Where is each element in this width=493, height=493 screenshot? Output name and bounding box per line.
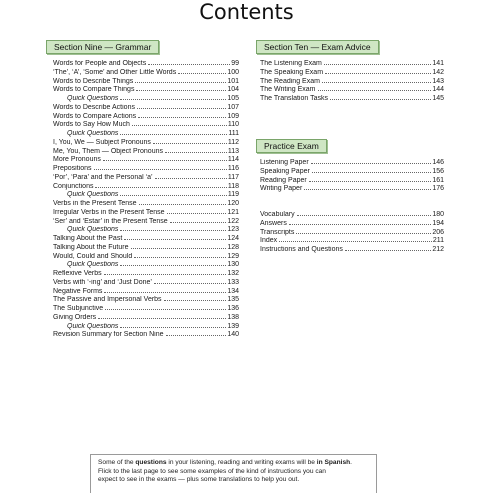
dot-leader: [104, 292, 226, 293]
toc-entry: [260, 60, 444, 69]
toc-entry-page: 134: [227, 287, 239, 295]
toc-entry-title: Verbs with ‘-ing’ and ‘Just Done’: [53, 278, 152, 286]
toc-entry: [260, 229, 444, 238]
dot-leader: [166, 335, 227, 336]
dot-leader: [136, 90, 226, 91]
toc-entry: [260, 78, 444, 87]
toc-entry-title: Reflexive Verbs: [53, 270, 102, 277]
toc-entry-page: 145: [432, 95, 444, 102]
toc-entry-page: 138: [227, 313, 239, 321]
toc-entry: [260, 168, 444, 177]
dot-leader: [120, 134, 227, 135]
toc-entry: [53, 305, 239, 314]
toc-entry-page: 105: [227, 95, 239, 102]
toc-entry: [53, 200, 239, 209]
toc-entry-quick-questions: [53, 261, 239, 270]
toc-entry-page: 139: [227, 322, 239, 330]
note-text: .: [350, 459, 352, 466]
toc-entry: [53, 174, 239, 183]
toc-entry-page: 124: [227, 235, 239, 242]
toc-entry: [53, 279, 239, 288]
toc-entry: [53, 139, 239, 148]
toc-entry-page: 128: [227, 243, 239, 251]
toc-entry-title: Talking About the Future: [53, 243, 129, 251]
toc-entry-page: 133: [227, 278, 239, 286]
toc-entry-title: The Listening Exam: [260, 60, 322, 67]
toc-entry-title: Negative Forms: [53, 287, 103, 295]
toc-entry-page: 144: [432, 86, 444, 94]
toc-entry: [260, 159, 444, 168]
dot-leader: [325, 73, 431, 74]
toc-entry-page: 206: [432, 228, 444, 236]
toc-entry: [53, 78, 239, 87]
toc-entry-page: 211: [432, 237, 444, 245]
toc-entry: [53, 209, 239, 218]
exam-instructions-note: [90, 454, 377, 493]
toc-entry-page: 130: [227, 261, 239, 269]
toc-entry-page: 121: [227, 208, 239, 216]
dot-leader: [289, 224, 431, 225]
toc-entry: [260, 211, 444, 220]
dot-leader: [120, 265, 226, 266]
toc-entry-page: 109: [227, 112, 239, 120]
dot-leader: [94, 169, 227, 170]
toc-entry-title: The Speaking Exam: [260, 68, 324, 76]
toc-entry-title: ‘The’, ‘A’, ‘Some’ and Other Little Words: [53, 68, 177, 76]
toc-entry-page: 194: [432, 219, 444, 227]
toc-entry-page: 156: [432, 167, 444, 175]
toc-entry-title: The Passive and Impersonal Verbs: [53, 296, 162, 304]
toc-entry-title: Vocabulary: [260, 211, 295, 218]
dot-leader: [297, 215, 432, 216]
toc-entry-quick-questions: [53, 95, 239, 104]
dot-leader: [318, 90, 432, 91]
toc-entry: [53, 244, 239, 253]
toc-entry-page: 146: [432, 159, 444, 166]
section-ten-list: [260, 60, 444, 104]
toc-entry-quick-questions: [53, 323, 239, 332]
note-line-3: expect to see in the exams — plus some translations to help you out.: [98, 476, 300, 484]
dot-leader: [103, 160, 227, 161]
toc-entry-page: 116: [227, 165, 239, 172]
note-emphasis: questions: [135, 459, 167, 466]
toc-entry-title: Words for People and Objects: [53, 60, 147, 67]
toc-entry-page: 113: [227, 147, 239, 155]
toc-entry-page: 123: [227, 226, 239, 234]
toc-entry: [53, 121, 239, 130]
toc-entry-page: 142: [432, 68, 444, 76]
dot-leader: [120, 99, 226, 100]
dot-leader: [311, 163, 432, 164]
toc-entry-title: Writing Paper: [260, 185, 303, 193]
toc-entry-title: Listening Paper: [260, 159, 309, 166]
dot-leader: [165, 152, 227, 153]
dot-leader: [124, 239, 226, 240]
toc-entry: [53, 235, 239, 244]
dot-leader: [153, 143, 227, 144]
toc-entry-title: Irregular Verbs in the Present Tense: [53, 208, 165, 216]
back-matter-list: [260, 211, 444, 255]
dot-leader: [345, 250, 431, 251]
dot-leader: [135, 82, 226, 83]
toc-entry-page: 119: [227, 191, 239, 199]
toc-entry: [260, 86, 444, 95]
toc-entry-page: 212: [432, 246, 444, 253]
toc-entry-page: 176: [432, 185, 444, 193]
toc-entry-page: 180: [432, 211, 444, 218]
dot-leader: [138, 117, 226, 118]
dot-leader: [154, 283, 226, 284]
section-nine-heading: Section Nine — Grammar: [46, 40, 159, 54]
toc-entry: [260, 237, 444, 246]
toc-entry-page: 129: [227, 252, 239, 260]
toc-entry: [260, 220, 444, 229]
toc-entry-title: Answers: [260, 219, 287, 227]
toc-entry-title: Quick Questions: [67, 130, 119, 137]
dot-leader: [120, 230, 226, 231]
dot-leader: [178, 73, 226, 74]
toc-entry-page: 140: [227, 331, 239, 339]
dot-leader: [170, 222, 227, 223]
toc-entry-page: 104: [227, 86, 239, 94]
dot-leader: [304, 189, 431, 190]
toc-entry: [53, 314, 239, 323]
toc-entry: [260, 95, 444, 104]
dot-leader: [322, 82, 431, 83]
toc-entry-title: Reading Paper: [260, 176, 307, 184]
toc-entry-page: 110: [227, 121, 239, 129]
toc-entry-title: More Pronouns: [53, 156, 101, 164]
toc-entry-title: Words to Describe Actions: [53, 103, 135, 111]
toc-entry-title: Talking About the Past: [53, 235, 123, 242]
toc-entry-title: The Writing Exam: [260, 86, 316, 94]
toc-entry-title: Words to Compare Actions: [53, 112, 137, 120]
toc-entry-page: 99: [231, 60, 239, 67]
toc-entry-title: The Reading Exam: [260, 77, 320, 85]
toc-entry: [260, 177, 444, 186]
toc-entry-title: Transcripts: [260, 228, 295, 236]
dot-leader: [279, 241, 432, 242]
toc-entry-title: The Subjunctive: [53, 305, 104, 312]
note-text: Some of the: [98, 459, 136, 466]
dot-leader: [120, 195, 226, 196]
toc-entry-page: 141: [432, 60, 444, 67]
toc-entry-title: Quick Questions: [67, 95, 119, 102]
toc-entry-title: Quick Questions: [67, 261, 119, 269]
toc-entry-page: 135: [227, 296, 239, 304]
toc-entry-quick-questions: [53, 226, 239, 235]
dot-leader: [132, 125, 227, 126]
toc-entry: [53, 69, 239, 78]
toc-entry: [53, 148, 239, 157]
dot-leader: [296, 233, 431, 234]
toc-entry-page: 118: [227, 182, 239, 190]
toc-entry: [53, 253, 239, 262]
toc-entry-quick-questions: [53, 130, 239, 139]
toc-entry-page: 136: [227, 305, 239, 312]
toc-entry-title: Conjunctions: [53, 182, 94, 190]
dot-leader: [95, 187, 226, 188]
dot-leader: [131, 248, 227, 249]
toc-entry-title: Me, You, Them — Object Pronouns: [53, 147, 163, 155]
note-text: in your listening, reading and writing exams will be: [166, 459, 317, 466]
dot-leader: [167, 213, 227, 214]
toc-entry: [53, 270, 239, 279]
toc-entry-title: I, You, We — Subject Pronouns: [53, 138, 151, 146]
toc-entry: [260, 246, 444, 255]
section-ten-heading: Section Ten — Exam Advice: [256, 40, 379, 54]
toc-entry-title: Would, Could and Should: [53, 252, 133, 260]
toc-entry-title: Verbs in the Present Tense: [53, 200, 137, 207]
toc-entry-title: Quick Questions: [67, 191, 119, 199]
toc-entry-page: 111: [228, 130, 239, 137]
toc-entry: [53, 86, 239, 95]
dot-leader: [155, 178, 227, 179]
toc-entry: [53, 218, 239, 227]
page-title: Contents: [199, 0, 294, 24]
toc-entry-quick-questions: [53, 191, 239, 200]
toc-entry: [53, 288, 239, 297]
toc-entry: [53, 104, 239, 113]
toc-entry-page: 161: [432, 176, 444, 184]
toc-entry-title: Quick Questions: [67, 322, 119, 330]
toc-entry-page: 120: [227, 200, 239, 207]
toc-entry: [53, 113, 239, 122]
toc-entry-title: Speaking Paper: [260, 167, 310, 175]
dot-leader: [330, 99, 431, 100]
practice-exam-heading: Practice Exam: [256, 139, 327, 153]
dot-leader: [98, 318, 226, 319]
toc-entry: [260, 185, 444, 194]
dot-leader: [324, 64, 431, 65]
toc-entry-page: 112: [227, 138, 239, 146]
toc-entry: [53, 60, 239, 69]
toc-entry-title: Index: [260, 237, 278, 245]
toc-entry-page: 143: [432, 77, 444, 85]
toc-entry-title: Revision Summary for Section Nine: [53, 331, 164, 339]
toc-entry: [53, 296, 239, 305]
toc-entry: [53, 156, 239, 165]
toc-entry-page: 101: [227, 77, 239, 85]
note-emphasis: in Spanish: [316, 459, 351, 466]
toc-entry-page: 107: [227, 103, 239, 111]
toc-entry-page: 100: [227, 68, 239, 76]
toc-entry-page: 132: [227, 270, 239, 277]
dot-leader: [105, 309, 226, 310]
toc-entry-title: Words to Describe Things: [53, 77, 134, 85]
note-line-1: [98, 459, 369, 468]
dot-leader: [134, 257, 226, 258]
toc-entry: [53, 165, 239, 174]
toc-entry-title: Giving Orders: [53, 313, 97, 321]
practice-exam-list: [260, 159, 444, 194]
note-line-2: Flick to the last page to see some examples of the kind of instructions you can: [98, 467, 326, 475]
dot-leader: [120, 327, 226, 328]
dot-leader: [164, 300, 227, 301]
dot-leader: [148, 64, 230, 65]
toc-entry-title: Quick Questions: [67, 226, 119, 234]
dot-leader: [309, 181, 432, 182]
toc-entry-title: The Translation Tasks: [260, 95, 328, 102]
toc-entry-title: Prepositions: [53, 165, 92, 172]
toc-entry-title: Words to Compare Things: [53, 86, 135, 94]
dot-leader: [137, 108, 226, 109]
dot-leader: [312, 172, 431, 173]
dot-leader: [104, 274, 227, 275]
toc-entry-title: Instructions and Questions: [260, 246, 343, 253]
toc-entry-title: ‘Ser’ and ‘Estar’ in the Present Tense: [53, 217, 168, 225]
toc-entry-page: 122: [227, 217, 239, 225]
toc-entry: [53, 331, 239, 340]
toc-entry: [53, 183, 239, 192]
toc-entry: [260, 69, 444, 78]
section-nine-list: [53, 60, 239, 340]
toc-entry-page: 114: [227, 156, 239, 164]
toc-entry-title: Words to Say How Much: [53, 121, 130, 129]
dot-leader: [139, 204, 227, 205]
toc-entry-page: 117: [227, 173, 239, 181]
toc-entry-title: ‘Por’, ‘Para’ and the Personal ‘a’: [53, 173, 153, 181]
